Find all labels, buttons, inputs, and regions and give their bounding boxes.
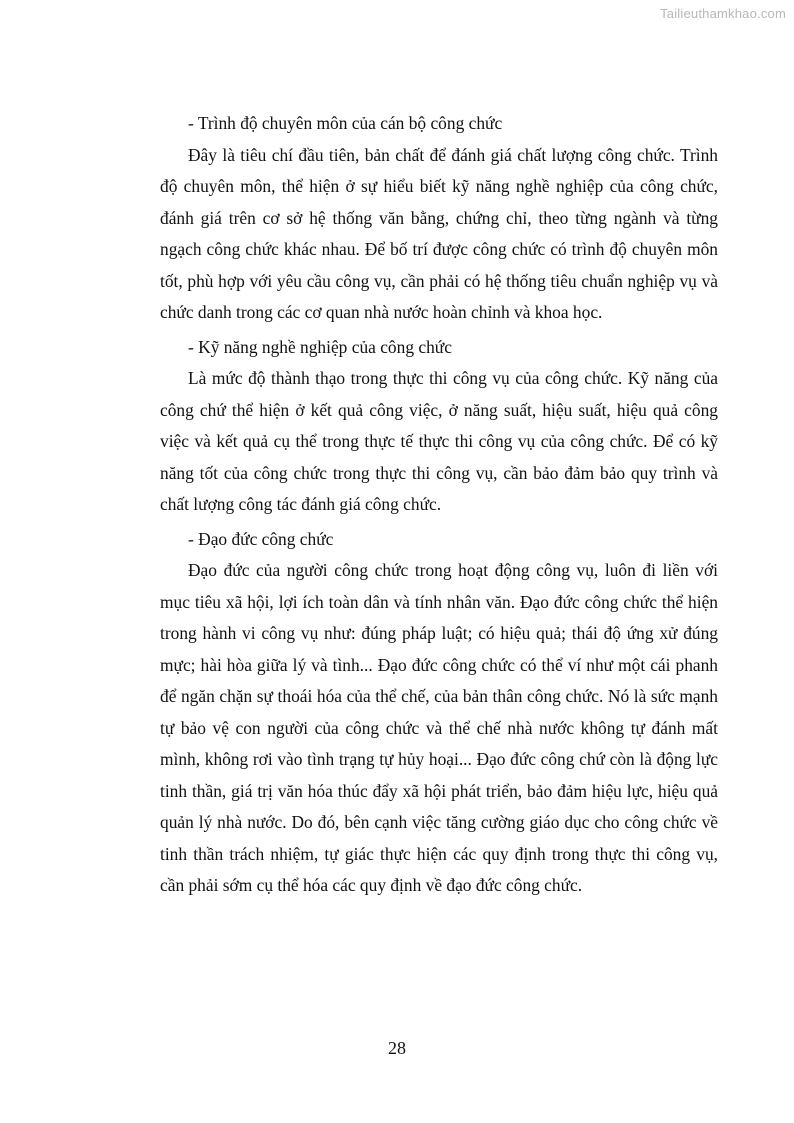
section-paragraph-ky-nang: Là mức độ thành thạo trong thực thi công vụ của công chức. Kỹ năng của công chứ thể hiện ở kết quả công việc, ở năng suất, hiệu suất, hiệu quả công việc và kết quả cụ thể trong thực tế thực thi công vụ của công chức. Để có kỹ năng tốt của công chức trong thực thi công vụ, cần bảo đảm bảo quy trình và chất lượng công tác đánh giá công chức. <box>160 368 718 514</box>
section-paragraph-dao-duc: Đạo đức của người công chức trong hoạt động công vụ, luôn đi liền với mục tiêu xã hội, lợi ích toàn dân và tính nhân văn. Đạo đức công chức thể hiện trong hành vi công vụ như: đúng pháp luật; có hiệu quả; thái độ ứng xử đúng mực; hài hòa giữa lý và tình... Đạo đức công chức có thể ví như một cái phanh để ngăn chặn sự thoái hóa của thể chế, của bản thân công chức. Nó là sức mạnh tự bảo vệ con người của công chức và thể chế nhà nước không tự đánh mất mình, không rơi vào tình trạng tự hủy hoại... Đạo đức công chứ còn là động lực tinh thần, giá trị văn hóa thúc đẩy xã hội phát triển, bảo đảm hiệu lực, hiệu quả quản lý nhà nước. Do đó, bên cạnh việc tăng cường giáo dục cho công chức về tinh thần trách nhiệm, tự giác thực hiện các quy định trong thực thi công vụ, cần phải sớm cụ thể hóa các quy định về đạo đức công chức. <box>160 560 718 895</box>
document-body <box>160 108 718 902</box>
watermark: Tailieuthamkhao.com <box>660 6 786 21</box>
section-heading-dao-duc: - Đạo đức công chức <box>188 528 334 549</box>
section-heading-ky-nang: - Kỹ năng nghề nghiệp của công chức <box>188 336 452 357</box>
section-paragraph-chuyen-mon: Đây là tiêu chí đầu tiên, bản chất để đánh giá chất lượng công chức. Trình độ chuyên môn, thể hiện ở sự hiểu biết kỹ năng nghề nghiệp của công chức, đánh giá trên cơ sở hệ thống văn bằng, chứng chỉ, theo từng ngành và từng ngạch công chức khác nhau. Để bố trí được công chức có trình độ chuyên môn tốt, phù hợp với yêu cầu công vụ, cần phải có hệ thống tiêu chuẩn nghiệp vụ và chức danh trong các cơ quan nhà nước hoàn chỉnh và khoa học. <box>160 144 718 322</box>
section-heading-chuyen-mon: - Trình độ chuyên môn của cán bộ công chức <box>188 113 503 133</box>
page-number: 28 <box>388 1038 406 1058</box>
